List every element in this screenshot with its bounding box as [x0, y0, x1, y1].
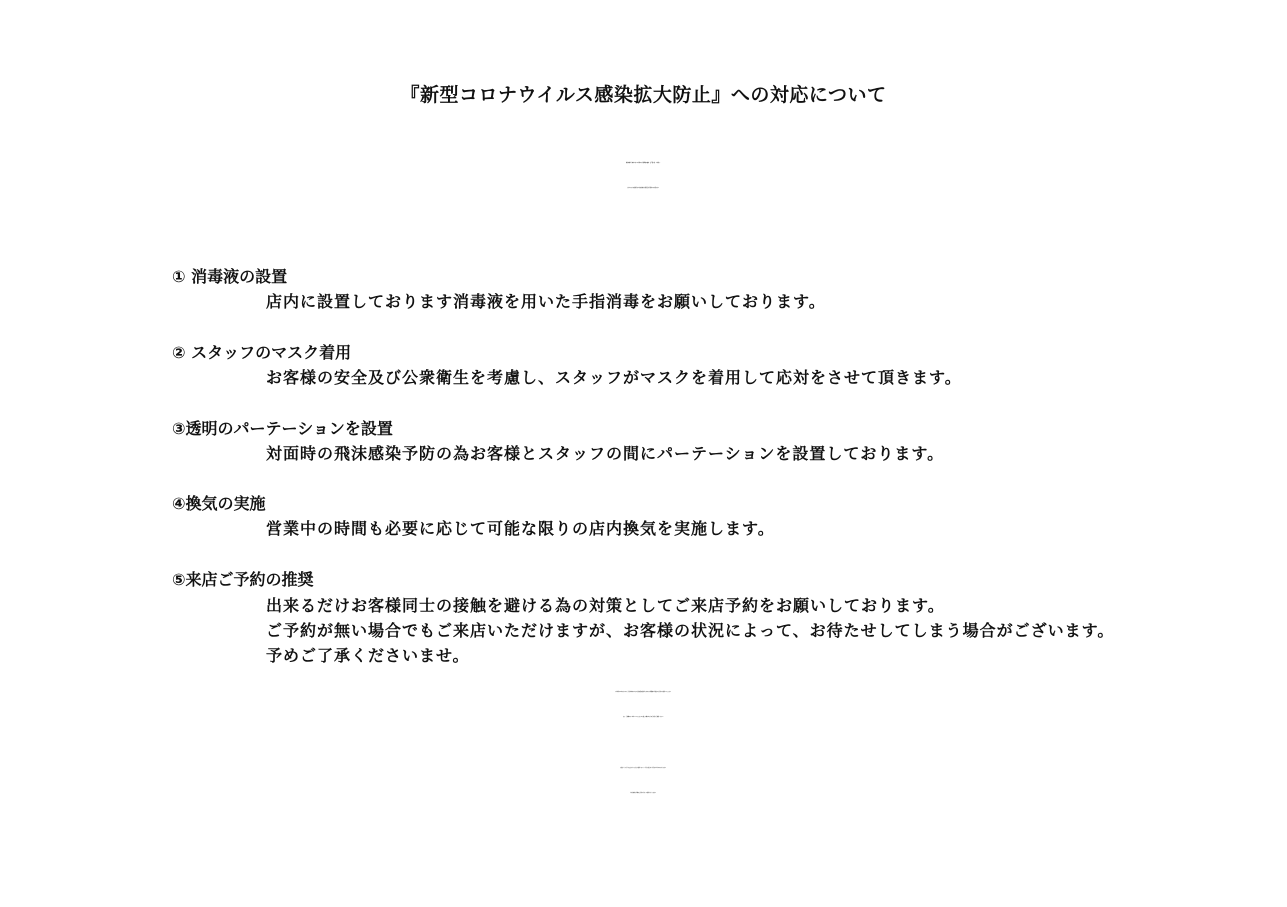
intro-line-1: 緊急事態宣言解除に伴いお客様および関係者の健康・安全面を第一に考慮し、	[626, 163, 661, 164]
item-1-heading: ① 消毒液の設置	[172, 267, 288, 286]
item-2-heading: ② スタッフのマスク着用	[172, 343, 352, 362]
item-1-line-1: 店内に設置しております消毒液を用いた手指消毒をお願いしております。	[266, 292, 826, 311]
intro-line-2: 以下のとおり感染拡大防止策を徹底し通常営業を再開させて頂きます。	[627, 188, 660, 189]
item-2-line-1: お客様の安全及び公衆衛生を考慮し、スタッフがマスクを着用して応対をさせて頂きます。	[266, 368, 962, 387]
item-3-heading: ③透明のパーテーションを設置	[172, 419, 393, 438]
document-title: 『新型コロナウイルス感染拡大防止』への対応について	[400, 84, 887, 106]
request-line-1: お客様におかれましては、ご来店の際はマスクを着用頂き感染症の予防および拡散防止対策へのご協力をお願いいたします。	[615, 692, 672, 693]
item-4-heading: ④換気の実施	[172, 494, 266, 513]
item-5-line-1: 出来るだけお客様同士の接触を避ける為の対策としてご来店予約をお願いしております。	[266, 596, 945, 615]
item-5-heading: ⑤来店ご予約の推奨	[172, 570, 314, 589]
closing-line-2: 何卒皆様のご理解とご協力を宜しくお願い申し上げます。	[630, 793, 657, 794]
item-5-line-3: 予めご了承くださいませ。	[266, 646, 470, 665]
item-4-line-1: 営業中の時間も必要に応じて可能な限りの店内換気を実施します。	[266, 519, 775, 538]
item-5-line-2: ご予約が無い場合でもご来店いただけますが、お客様の状況によって、お待たせしてしまう場合がございます。	[266, 621, 1115, 640]
closing-line-1: 感染が一日も早く収束することを心より願いスタッフ一同、感染予防・拡大防止に努めてまいります。	[620, 768, 667, 769]
request-line-2: また、ご体調のすぐれないいつもと少しでも違う不調がある方はご来店をご遠慮ください。	[623, 717, 664, 718]
item-3-line-1: 対面時の飛沫感染予防の為お客様とスタッフの間にパーテーションを設置しております。	[266, 444, 945, 463]
